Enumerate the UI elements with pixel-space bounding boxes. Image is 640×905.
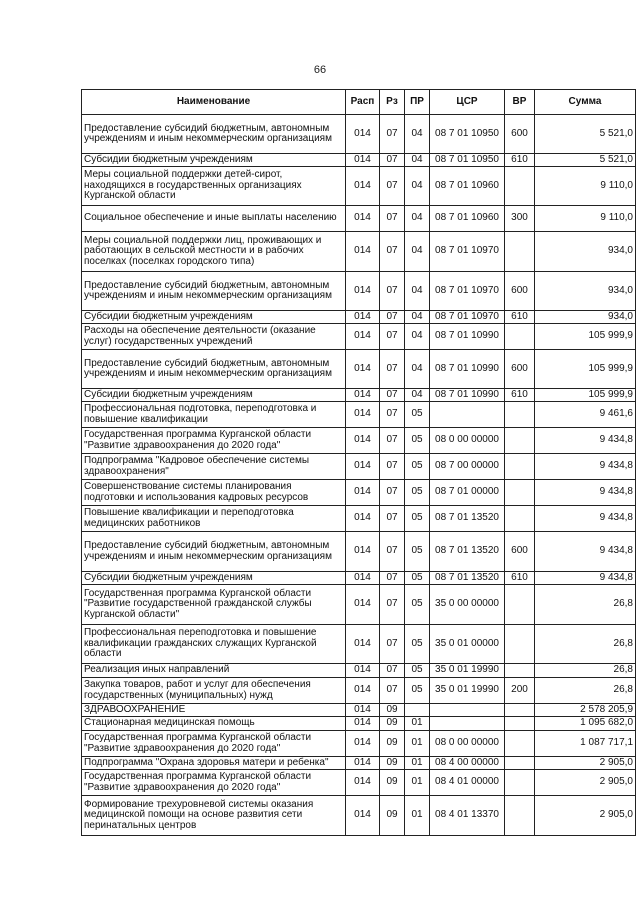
row-pr [405,704,430,717]
row-rasp: 014 [346,678,380,704]
row-vr [505,232,535,272]
row-csr: 35 0 01 00000 [430,625,505,664]
row-vr: 300 [505,206,535,232]
row-pr: 01 [405,717,430,731]
row-sum: 934,0 [535,272,636,311]
row-vr [505,704,535,717]
row-pr: 04 [405,350,430,389]
row-name: Предоставление субсидий бюджетным, автономным учреждениям и иным некоммерческим организациям [82,272,346,311]
row-vr [505,324,535,350]
row-vr: 600 [505,272,535,311]
row-rz: 09 [380,757,405,770]
table-row [82,480,636,506]
header-csr: ЦСР [430,90,505,115]
row-rasp: 014 [346,389,380,402]
row-csr: 08 7 01 10970 [430,272,505,311]
row-rz: 07 [380,585,405,625]
row-pr: 05 [405,454,430,480]
row-rz: 07 [380,532,405,572]
row-vr: 610 [505,311,535,324]
row-csr: 08 7 01 13520 [430,506,505,532]
row-name: Предоставление субсидий бюджетным, автономным учреждениям и иным некоммерческим организациям [82,532,346,572]
row-rz: 07 [380,480,405,506]
row-rz: 07 [380,454,405,480]
header-sum: Сумма [535,90,636,115]
table-row [82,206,636,232]
row-pr: 01 [405,731,430,757]
row-rz: 07 [380,115,405,154]
row-rasp: 014 [346,664,380,678]
row-name: Стационарная медицинская помощь [82,717,346,731]
row-rasp: 014 [346,206,380,232]
table-row [82,532,636,572]
row-rz: 07 [380,625,405,664]
row-sum: 1 095 682,0 [535,717,636,731]
row-rasp: 014 [346,232,380,272]
table-row [82,796,636,836]
row-csr: 08 0 00 00000 [430,731,505,757]
row-rz: 09 [380,796,405,836]
row-sum: 9 434,8 [535,572,636,585]
table-row [82,731,636,757]
row-csr: 08 7 01 10990 [430,389,505,402]
row-name: Расходы на обеспечение деятельности (оказание услуг) государственных учреждений [82,324,346,350]
row-rasp: 014 [346,167,380,206]
row-pr: 05 [405,506,430,532]
row-pr: 04 [405,167,430,206]
row-rz: 07 [380,232,405,272]
row-name: Государственная программа Курганской области "Развитие здравоохранения до 2020 года" [82,731,346,757]
row-csr: 08 4 00 00000 [430,757,505,770]
row-rz: 09 [380,704,405,717]
row-vr [505,717,535,731]
row-vr [505,757,535,770]
row-rz: 09 [380,770,405,796]
row-vr: 600 [505,532,535,572]
row-pr: 04 [405,311,430,324]
row-csr: 08 7 01 10970 [430,232,505,272]
row-sum: 934,0 [535,311,636,324]
table-row [82,454,636,480]
row-rasp: 014 [346,532,380,572]
row-csr: 08 7 01 10960 [430,167,505,206]
row-sum: 26,8 [535,678,636,704]
row-rasp: 014 [346,154,380,167]
row-rz: 07 [380,572,405,585]
row-sum: 9 110,0 [535,167,636,206]
row-csr: 08 7 01 13520 [430,532,505,572]
row-csr: 08 7 00 00000 [430,454,505,480]
row-name: Предоставление субсидий бюджетным, автономным учреждениям и иным некоммерческим организациям [82,350,346,389]
row-pr: 04 [405,389,430,402]
row-name: Субсидии бюджетным учреждениям [82,572,346,585]
table-row [82,585,636,625]
row-sum: 9 434,8 [535,454,636,480]
table-row [82,350,636,389]
row-rasp: 014 [346,350,380,389]
header-pr: ПР [405,90,430,115]
row-sum: 9 434,8 [535,480,636,506]
row-pr: 04 [405,232,430,272]
row-name: Социальное обеспечение и иные выплаты населению [82,206,346,232]
row-rz: 07 [380,350,405,389]
row-pr: 04 [405,324,430,350]
row-rz: 07 [380,664,405,678]
row-vr [505,585,535,625]
row-sum: 2 905,0 [535,796,636,836]
row-rasp: 014 [346,770,380,796]
row-name: Субсидии бюджетным учреждениям [82,311,346,324]
row-sum: 9 434,8 [535,506,636,532]
row-pr: 01 [405,796,430,836]
row-rz: 07 [380,324,405,350]
row-name: Подпрограмма "Охрана здоровья матери и ребенка" [82,757,346,770]
row-rz: 07 [380,678,405,704]
row-pr: 05 [405,664,430,678]
row-rasp: 014 [346,704,380,717]
header-rasp: Расп [346,90,380,115]
table-row [82,272,636,311]
row-name: Субсидии бюджетным учреждениям [82,389,346,402]
header-name: Наименование [82,90,346,115]
row-csr: 08 7 01 10990 [430,324,505,350]
row-vr [505,796,535,836]
table-body [82,115,636,836]
table-row [82,428,636,454]
row-rasp: 014 [346,454,380,480]
row-rasp: 014 [346,115,380,154]
row-rasp: 014 [346,272,380,311]
row-sum: 2 905,0 [535,770,636,796]
row-rasp: 014 [346,757,380,770]
row-pr: 04 [405,154,430,167]
row-rz: 09 [380,731,405,757]
row-name: Меры социальной поддержки детей-сирот, находящихся в государственных организациях Курганской области [82,167,346,206]
row-csr [430,717,505,731]
page-number: 66 [313,64,327,76]
row-sum: 2 905,0 [535,757,636,770]
row-pr: 01 [405,770,430,796]
row-rz: 07 [380,428,405,454]
table-row [82,402,636,428]
row-name: Профессиональная подготовка, переподготовка и повышение квалификации [82,402,346,428]
row-sum: 26,8 [535,585,636,625]
row-vr: 600 [505,350,535,389]
row-name: Формирование трехуровневой системы оказания медицинской помощи на основе развития сети перинатальных центров [82,796,346,836]
row-pr: 05 [405,480,430,506]
row-name: ЗДРАВООХРАНЕНИЕ [82,704,346,717]
row-pr: 05 [405,428,430,454]
row-vr [505,664,535,678]
row-name: Меры социальной поддержки лиц, проживающих и работающих в сельской местности и в рабочих поселках (поселках городского типа) [82,232,346,272]
row-rasp: 014 [346,506,380,532]
row-sum: 9 434,8 [535,428,636,454]
row-rasp: 014 [346,324,380,350]
row-rz: 07 [380,389,405,402]
row-pr: 05 [405,402,430,428]
row-pr: 05 [405,585,430,625]
row-rasp: 014 [346,402,380,428]
row-csr: 08 7 01 00000 [430,480,505,506]
row-rz: 07 [380,206,405,232]
row-csr: 08 4 01 13370 [430,796,505,836]
row-name: Государственная программа Курганской области "Развитие государственной гражданской службы Курганской области" [82,585,346,625]
row-rz: 07 [380,167,405,206]
row-rz: 09 [380,717,405,731]
table-row [82,506,636,532]
table-row [82,154,636,167]
row-vr [505,770,535,796]
row-rz: 07 [380,154,405,167]
row-pr: 05 [405,625,430,664]
row-sum: 26,8 [535,664,636,678]
row-csr: 08 7 01 10970 [430,311,505,324]
row-vr [505,731,535,757]
row-name: Закупка товаров, работ и услуг для обеспечения государственных (муниципальных) нужд [82,678,346,704]
row-vr: 610 [505,389,535,402]
row-csr: 08 7 01 13520 [430,572,505,585]
row-vr [505,480,535,506]
row-vr [505,402,535,428]
row-sum: 9 461,6 [535,402,636,428]
row-rz: 07 [380,311,405,324]
row-pr: 01 [405,757,430,770]
row-rz: 07 [380,402,405,428]
row-rasp: 014 [346,731,380,757]
header-rz: Рз [380,90,405,115]
table-row [82,311,636,324]
row-sum: 9 434,8 [535,532,636,572]
row-sum: 105 999,9 [535,389,636,402]
row-rasp: 014 [346,625,380,664]
row-rz: 07 [380,506,405,532]
table-row [82,625,636,664]
row-name: Профессиональная переподготовка и повышение квалификации гражданских служащих Курганской области [82,625,346,664]
table-row [82,115,636,154]
row-csr [430,402,505,428]
row-rasp: 014 [346,717,380,731]
row-vr [505,167,535,206]
row-rz: 07 [380,272,405,311]
row-name: Повышение квалификации и переподготовка медицинских работников [82,506,346,532]
row-sum: 5 521,0 [535,115,636,154]
row-rasp: 014 [346,428,380,454]
row-csr: 08 4 01 00000 [430,770,505,796]
row-pr: 04 [405,272,430,311]
row-vr [505,428,535,454]
row-name: Совершенствование системы планирования подготовки и использования кадровых ресурсов [82,480,346,506]
header-vr: ВР [505,90,535,115]
row-csr: 08 7 01 10960 [430,206,505,232]
row-rasp: 014 [346,572,380,585]
table-row [82,572,636,585]
row-name: Подпрограмма "Кадровое обеспечение системы здравоохранения" [82,454,346,480]
row-pr: 04 [405,206,430,232]
table-row [82,324,636,350]
row-pr: 04 [405,115,430,154]
row-vr: 600 [505,115,535,154]
row-sum: 2 578 205,9 [535,704,636,717]
row-name: Государственная программа Курганской области "Развитие здравоохранения до 2020 года" [82,770,346,796]
row-rasp: 014 [346,585,380,625]
row-csr [430,704,505,717]
table-row [82,232,636,272]
table-row [82,770,636,796]
row-vr: 610 [505,572,535,585]
row-rasp: 014 [346,796,380,836]
row-vr: 610 [505,154,535,167]
row-pr: 05 [405,678,430,704]
table-row [82,717,636,731]
row-name: Субсидии бюджетным учреждениям [82,154,346,167]
row-csr: 35 0 01 19990 [430,678,505,704]
row-csr: 08 7 01 10950 [430,115,505,154]
row-csr: 08 0 00 00000 [430,428,505,454]
row-rasp: 014 [346,480,380,506]
row-vr [505,454,535,480]
row-sum: 5 521,0 [535,154,636,167]
table-row [82,167,636,206]
row-name: Государственная программа Курганской области "Развитие здравоохранения до 2020 года" [82,428,346,454]
table-row [82,678,636,704]
budget-table [81,89,636,836]
row-name: Предоставление субсидий бюджетным, автономным учреждениям и иным некоммерческим организациям [82,115,346,154]
row-rasp: 014 [346,311,380,324]
row-csr: 35 0 01 19990 [430,664,505,678]
row-vr [505,506,535,532]
row-csr: 08 7 01 10950 [430,154,505,167]
row-pr: 05 [405,572,430,585]
row-csr: 08 7 01 10990 [430,350,505,389]
row-sum: 105 999,9 [535,350,636,389]
row-name: Реализация иных направлений [82,664,346,678]
table-row [82,664,636,678]
table-row [82,389,636,402]
table-row [82,757,636,770]
row-sum: 934,0 [535,232,636,272]
row-csr: 35 0 00 00000 [430,585,505,625]
row-sum: 105 999,9 [535,324,636,350]
row-sum: 9 110,0 [535,206,636,232]
row-vr: 200 [505,678,535,704]
row-vr [505,625,535,664]
row-sum: 26,8 [535,625,636,664]
table-row [82,704,636,717]
row-sum: 1 087 717,1 [535,731,636,757]
table-header-row [82,90,636,115]
row-pr: 05 [405,532,430,572]
